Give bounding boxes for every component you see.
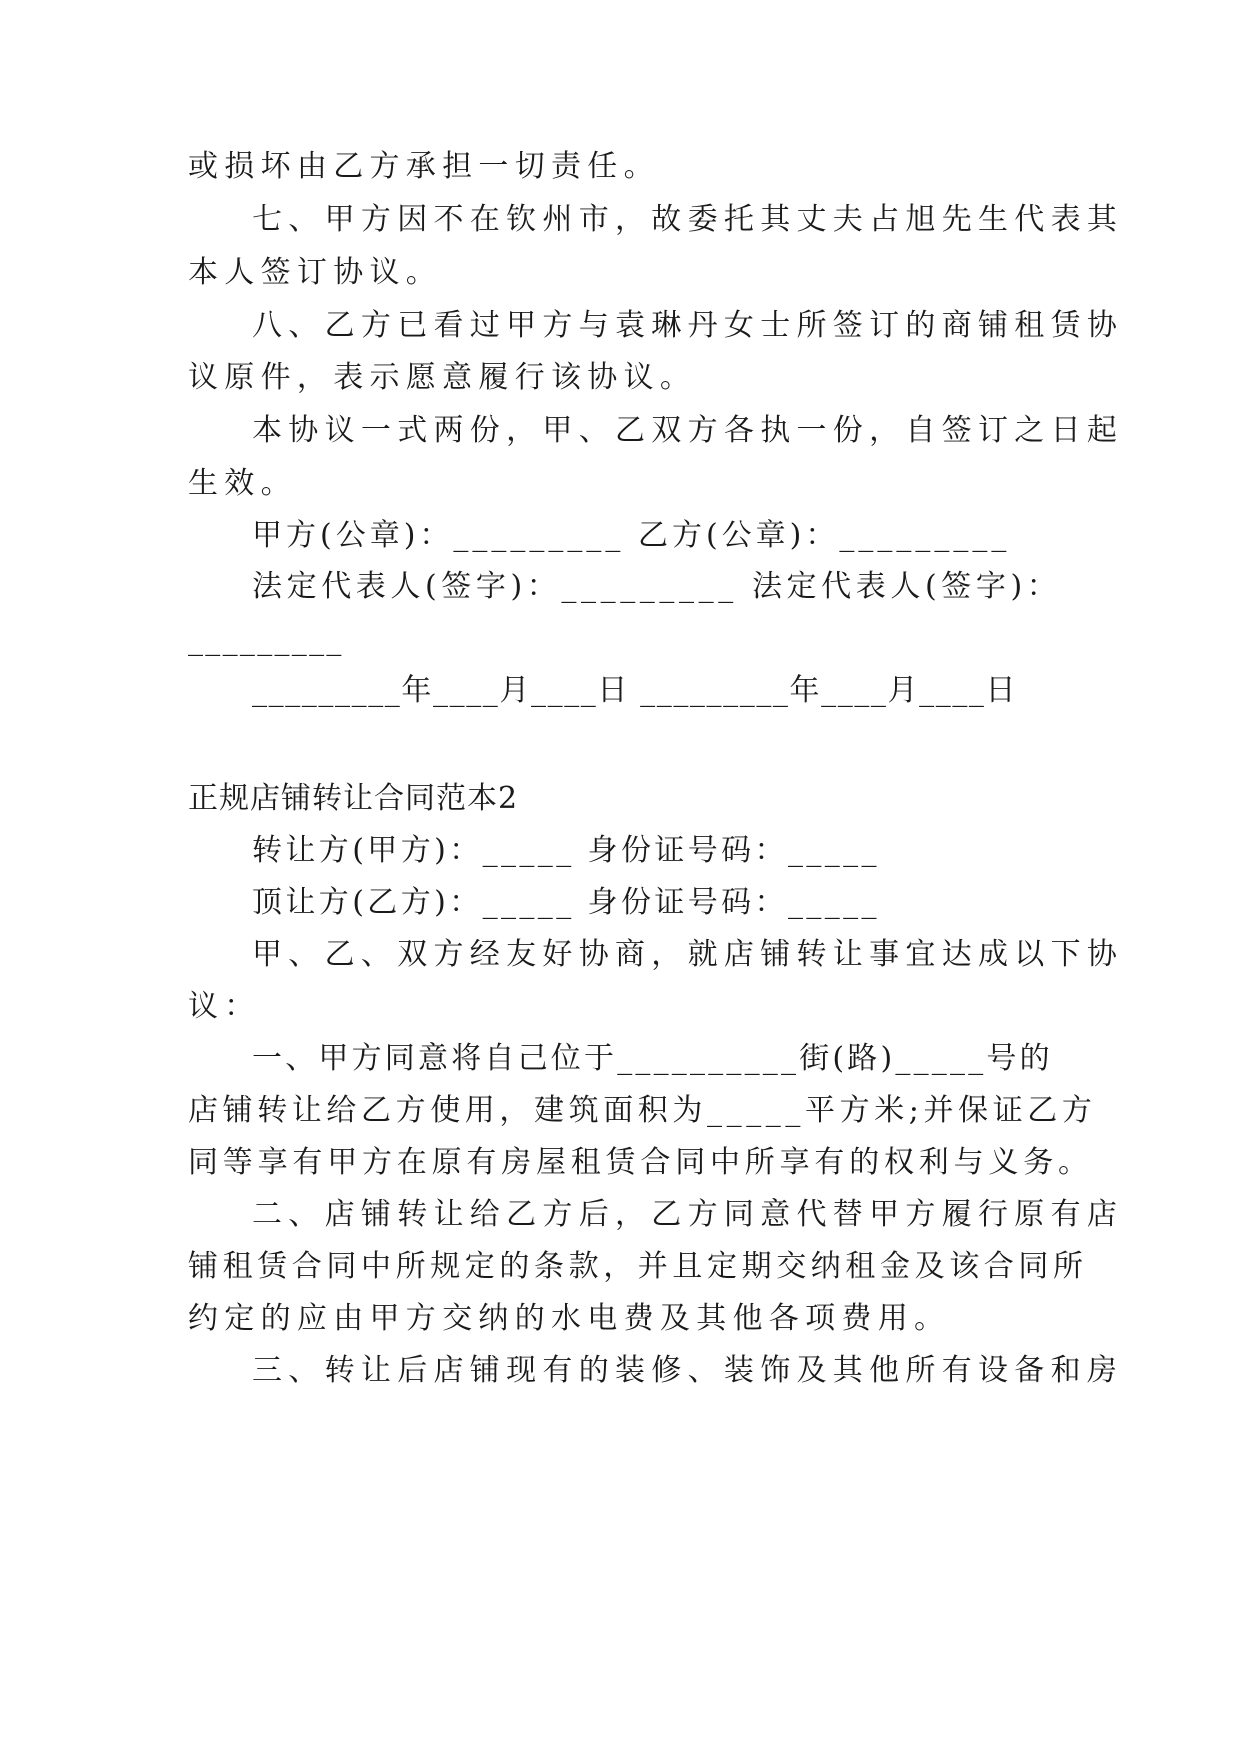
- copies-clause-line: 本协议一式两份，甲、乙双方各执一份，自签订之日起: [252, 413, 1124, 448]
- paragraph-line: 店铺转让给乙方使用，建筑面积为_____平方米;并保证乙方: [188, 1093, 1097, 1128]
- paragraph-line: 本人签订协议。: [188, 255, 443, 290]
- clause-one-line: 一、甲方同意将自己位于__________街(路)_____号的: [252, 1041, 1053, 1076]
- transferor-line: 转让方(甲方)：_____ 身份证号码：_____: [252, 833, 880, 868]
- legal-representative-line: 法定代表人(签字)：_________ 法定代表人(签字)：: [252, 569, 1062, 604]
- clause-two-line: 二、店铺转让给乙方后，乙方同意代替甲方履行原有店: [252, 1197, 1124, 1232]
- clause-seven-line: 七、甲方因不在钦州市，故委托其丈夫占旭先生代表其: [252, 202, 1124, 237]
- paragraph-line: 议：: [188, 989, 261, 1024]
- clause-eight-line: 八、乙方已看过甲方与袁琳丹女士所签订的商铺租赁协: [252, 308, 1124, 343]
- agreement-intro-line: 甲、乙、双方经友好协商，就店铺转让事宜达成以下协: [252, 937, 1124, 972]
- paragraph-line: 议原件，表示愿意履行该协议。: [188, 360, 697, 395]
- paragraph-line: 或损坏由乙方承担一切责任。: [188, 149, 660, 184]
- date-line: _________年____月____日 _________年____月____日: [252, 673, 1018, 708]
- paragraph-line: 约定的应由甲方交纳的水电费及其他各项费用。: [188, 1301, 951, 1336]
- transferee-line: 顶让方(乙方)：_____ 身份证号码：_____: [252, 885, 880, 920]
- clause-three-line: 三、转让后店铺现有的装修、装饰及其他所有设备和房: [252, 1353, 1124, 1388]
- party-seal-line: 甲方(公章)：_________ 乙方(公章)：_________: [252, 518, 1011, 553]
- paragraph-line: 生效。: [188, 466, 297, 501]
- paragraph-line: 铺租赁合同中所规定的条款，并且定期交纳租金及该合同所: [188, 1249, 1088, 1284]
- paragraph-line: 同等享有甲方在原有房屋租赁合同中所享有的权利与义务。: [188, 1145, 1093, 1180]
- signature-blank: _________: [188, 622, 344, 657]
- section-title: 正规店铺转让合同范本2: [188, 781, 519, 816]
